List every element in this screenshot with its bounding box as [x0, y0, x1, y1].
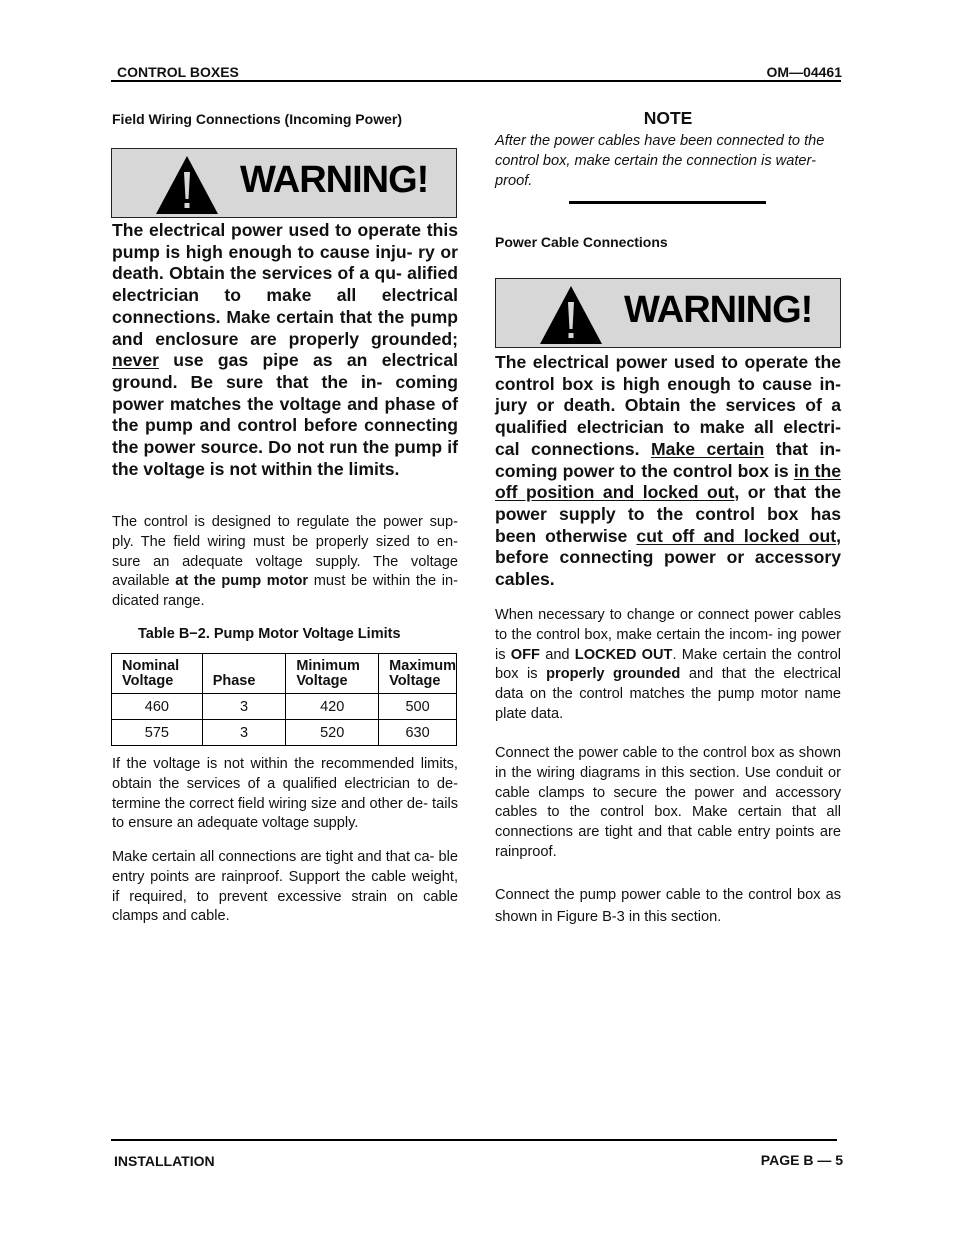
col-nominal-voltage: Nominal Voltage — [112, 654, 203, 694]
note-text: After the power cables have been connected to the control box, make certain the connection is water- proof. — [495, 133, 825, 189]
table-cell: 3 — [202, 694, 286, 720]
figure-reference-paragraph: Connect the pump power cable to the control box as shown in Figure B-3 in this section. — [495, 887, 841, 925]
note-rule — [569, 201, 766, 204]
table-cell: 500 — [379, 694, 457, 720]
col-minimum-voltage: Minimum Voltage — [286, 654, 379, 694]
warning-word: WARNING! — [240, 159, 429, 201]
table-cell: 575 — [112, 720, 203, 746]
table-row — [112, 720, 457, 746]
power-change-paragraph: When necessary to change or connect power cables to the control box, make certain the incom- ing power is OFF and LOCKED OUT. Make certain the control box is properly grounded and that the electrical data on the control matches the pump motor name plate data. — [495, 607, 841, 722]
col-phase: Phase — [202, 654, 286, 694]
table-cell: 630 — [379, 720, 457, 746]
warning-text-right: The electrical power used to operate the control box is high enough to cause in- jury or death. Obtain the services of a qualified electrician to make all electri- cal connections. Make certain that in- coming power to the control box is in the off position and locked out, or that the power supply to the control box has been otherwise cut off and locked out, before connecting power or accessory cables. — [495, 352, 841, 590]
table-cell: 460 — [112, 694, 203, 720]
wiring-diagram-paragraph: Connect the power cable to the control box as shown in the wiring diagrams in this section. Use conduit or cable clamps to secure the power and accessory cables to the control box. Make certain that all connections are tight and that cable entry points are rainproof. — [495, 745, 841, 860]
header-rule — [111, 80, 841, 82]
footer-rule — [111, 1139, 837, 1141]
voltage-paragraph: The control is designed to regulate the power sup- ply. The field wiring must be properly sized to en- sure an adequate voltage supply. The voltage available at the pump motor must be within the in- dicated range. — [112, 514, 458, 610]
table-cell: 420 — [286, 694, 379, 720]
warning-box-right — [495, 278, 841, 348]
table-caption: Table B−2. Pump Motor Voltage Limits — [138, 626, 401, 642]
header-document-number: OM—04461 — [766, 64, 842, 80]
note-title: NOTE — [643, 108, 693, 128]
connections-paragraph: Make certain all connections are tight and that ca- ble entry points are rainproof. Support the cable weight, if required, to prevent excessive strain on cable clamps and cable. — [112, 849, 458, 925]
col-maximum-voltage: Maximum Voltage — [379, 654, 457, 694]
warning-word: WARNING! — [624, 289, 813, 331]
voltage-limits-paragraph: If the voltage is not within the recommended limits, obtain the services of a qualified electrician to de- termine the correct field wiring size and other de- tails to ensure an adequate voltage supply. — [112, 756, 458, 832]
warning-box-left — [111, 148, 457, 218]
power-cable-heading: Power Cable Connections — [495, 234, 668, 250]
table-header-row — [112, 654, 457, 694]
table-row — [112, 694, 457, 720]
warning-text-left: The electrical power used to operate this pump is high enough to cause inju- ry or death. Obtain the services of a qu- alified electrician to make all electrical connections. Make certain that the pump and enclosure are properly grounded; never use gas pipe as an electrical ground. Be sure that the in- coming power matches the voltage and phase of the pump and control before connecting the power source. Do not run the pump if the voltage is not within the limits. — [112, 220, 458, 479]
table-cell: 3 — [202, 720, 286, 746]
field-wiring-heading: Field Wiring Connections (Incoming Power) — [112, 111, 402, 127]
warning-triangle-icon — [154, 154, 220, 216]
header-section-title: CONTROL BOXES — [117, 64, 239, 80]
table-cell: 520 — [286, 720, 379, 746]
warning-triangle-icon — [538, 284, 604, 346]
footer-chapter: INSTALLATION — [114, 1153, 215, 1169]
footer-page-number: PAGE B — 5 — [760, 1152, 843, 1168]
voltage-limits-table — [111, 653, 457, 746]
